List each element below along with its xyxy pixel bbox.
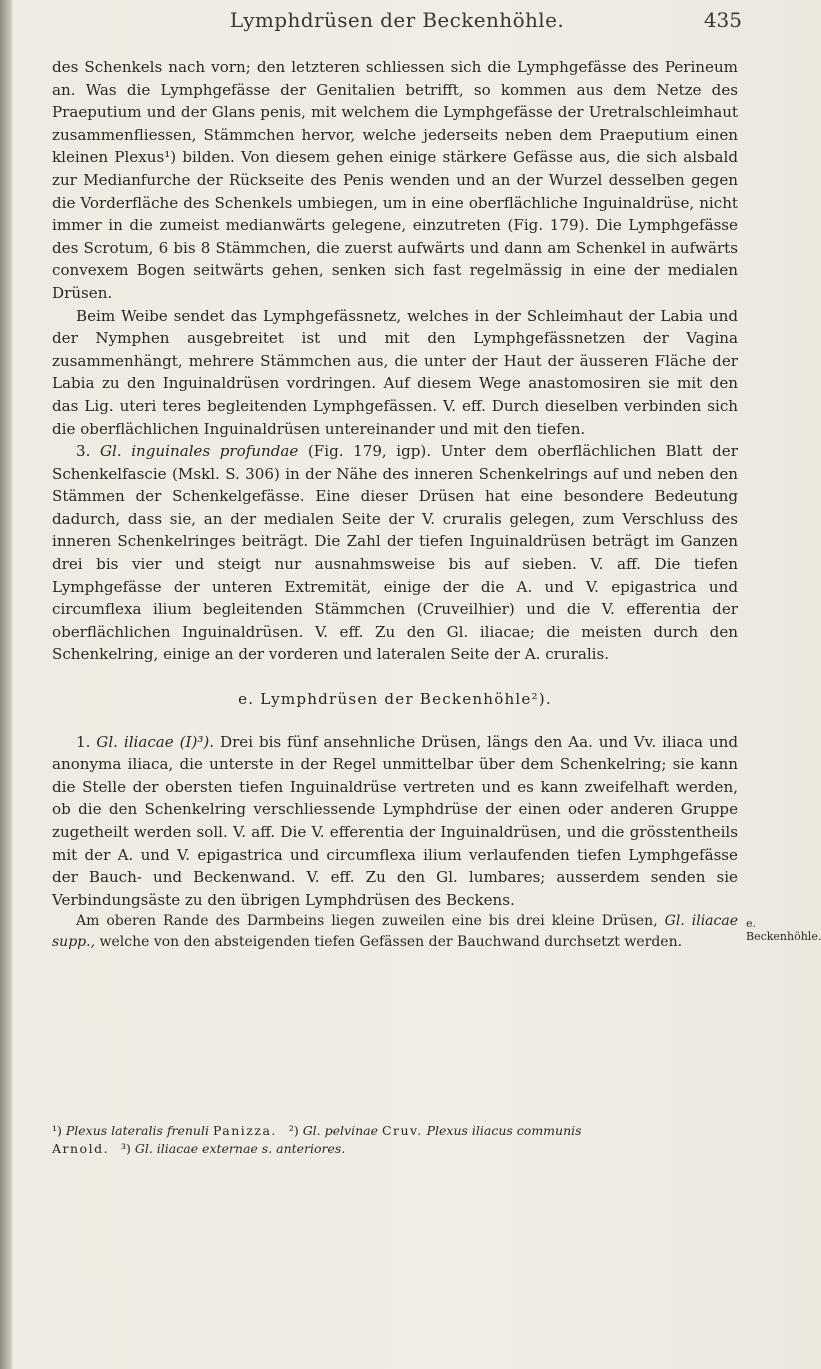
- paragraph-5: [52, 911, 738, 952]
- item-text: welche von den absteigenden tiefen Gefässen der Bauchwand durchsetzt werden.: [99, 933, 683, 950]
- item-title: Gl. iliacae supp.,: [52, 913, 738, 950]
- main-text: [52, 56, 738, 952]
- footnote-line-1: [52, 1122, 738, 1140]
- paragraph-4: [52, 731, 738, 912]
- paragraph-2: Beim Weibe sendet das Lymphgefässnetz, welches in der Schleimhaut der Labia und der Nymphen ausgebreitet ist und mit den Lymphgefässnetzen der Vagina zusammenhängt, mehrere Stämmchen aus, die unter der Haut der äusseren Fläche der Labia zu den Inguinaldrüsen vordringen. Auf diesem Wege anastomosiren sie mit den das Lig. uteri teres begleitenden Lymphgefässen. V. eff. Durch dieselben verbinden sich die oberflächlichen Inguinaldrüsen untereinander und mit den tiefen.: [52, 306, 738, 438]
- footnote-mark: ¹): [52, 1123, 62, 1138]
- paragraph-3: [52, 440, 738, 666]
- item-title: Gl. inguinales profundae: [99, 442, 299, 461]
- running-header: [52, 8, 742, 42]
- footnotes: [52, 1122, 738, 1158]
- item-number: 3.: [76, 442, 91, 461]
- book-gutter-shadow: [0, 0, 12, 1369]
- footnote-text: Plexus lateralis frenuli: [65, 1123, 209, 1138]
- footnote-text: Plexus iliacus communis: [426, 1123, 582, 1138]
- footnote-author: Cruv.: [381, 1123, 423, 1138]
- footnote-mark: ²): [288, 1123, 299, 1138]
- running-title: Lymphdrüsen der Beckenhöhle.: [229, 8, 565, 32]
- footnote-mark: ³): [120, 1141, 131, 1156]
- section-heading: e. Lymphdrüsen der Beckenhöhle²).: [238, 690, 552, 709]
- item-text-pre: Am oberen Rande des Darmbeins liegen zuweilen eine bis drei kleine Drüsen,: [76, 913, 658, 930]
- footnote-line-2: [52, 1140, 738, 1158]
- footnote-text: Gl. pelvinae: [302, 1123, 378, 1138]
- footnote-author: Panizza.: [212, 1123, 277, 1138]
- paragraph-1: des Schenkels nach vorn; den letzteren schliessen sich die Lymphgefässe des Perineum an. Was die Lymphgefässe der Genitalien betrifft, so kommen aus dem Netze des Praeputium und der Glans penis, mit welchem die Lymphgefässe der Uretralschleimhaut zusammenfliessen, Stämmchen hervor, welche jederseits neben dem Praeputium einen kleinen Plexus¹) bilden. Von diesem gehen einige stärkere Gefässe aus, die sich alsbald zur Medianfurche der Rückseite des Penis wenden und an der Wurzel desselben gegen die Vorderfläche des Schenkels umbiegen, um in eine oberflächliche Inguinaldrüse, nicht immer in die zumeist medianwärts gelegene, einzutreten (Fig. 179). Die Lymphgefässe des Scrotum, 6 bis 8 Stämmchen, die zuerst aufwärts und dann am Schenkel in aufwärts convexem Bogen seitwärts gehen, senken sich fast regelmässig in eine der medialen Drüsen.: [52, 58, 738, 302]
- item-text: Drei bis fünf ansehnliche Drüsen, längs den Aa. und Vv. iliaca und anonyma iliaca, die unterste in der Regel unmittelbar über dem Schenkelring; sie kann die Stelle der obersten tiefen Inguinaldrüse vertreten und es kann zweifelhaft werden, ob die den Schenkelring verschliessende Lymphdrüse der einen oder anderen Gruppe zugetheilt werden soll. V. aff. Die V. efferentia der Inguinaldrüsen, und die grösstentheils mit der A. und V. epigastrica und circumflexa ilium verlaufenden tiefen Lymphgefässe der Bauch- und Beckenwand. V. eff. Zu den Gl. lumbares; ausserdem senden sie Verbindungsäste zu den übrigen Lymphdrüsen des Beckens.: [52, 732, 738, 909]
- page-number: 435: [703, 8, 742, 32]
- item-title: Gl. iliacae (I)³).: [96, 732, 215, 751]
- margin-note: e. Beckenhöhle.: [746, 917, 821, 943]
- item-number: 1.: [76, 732, 91, 751]
- footnote-author: Arnold.: [52, 1141, 110, 1156]
- footnote-text: Gl. iliacae externae s. anteriores.: [134, 1141, 346, 1156]
- item-text: Unter dem oberflächlichen Blatt der Schenkelfascie (Mskl. S. 306) in der Nähe des inneren Schenkelrings auf und neben den Stämmen der Schenkelgefässe. Eine dieser Drüsen hat eine besondere Bedeutung dadurch, dass sie, an der medialen Seite der V. cruralis gelegen, zum Verschluss des inneren Schenkelringes beiträgt. Die Zahl der tiefen Inguinaldrüsen beträgt im Ganzen drei bis vier und steigt nur ausnahmsweise bis auf sieben. V. aff. Die tiefen Lymphgefässe der unteren Extremität, einige der die A. und V. epigastrica und circumflexa ilium begleitenden Stämmchen (Cruveilhier) und die V. efferentia der oberflächlichen Inguinaldrüsen. V. eff. Zu den Gl. iliacae; die meisten durch den Schenkelring, einige an der vorderen und lateralen Seite der A. cruralis.: [52, 442, 738, 664]
- figure-ref: (Fig. 179, igp).: [307, 442, 432, 461]
